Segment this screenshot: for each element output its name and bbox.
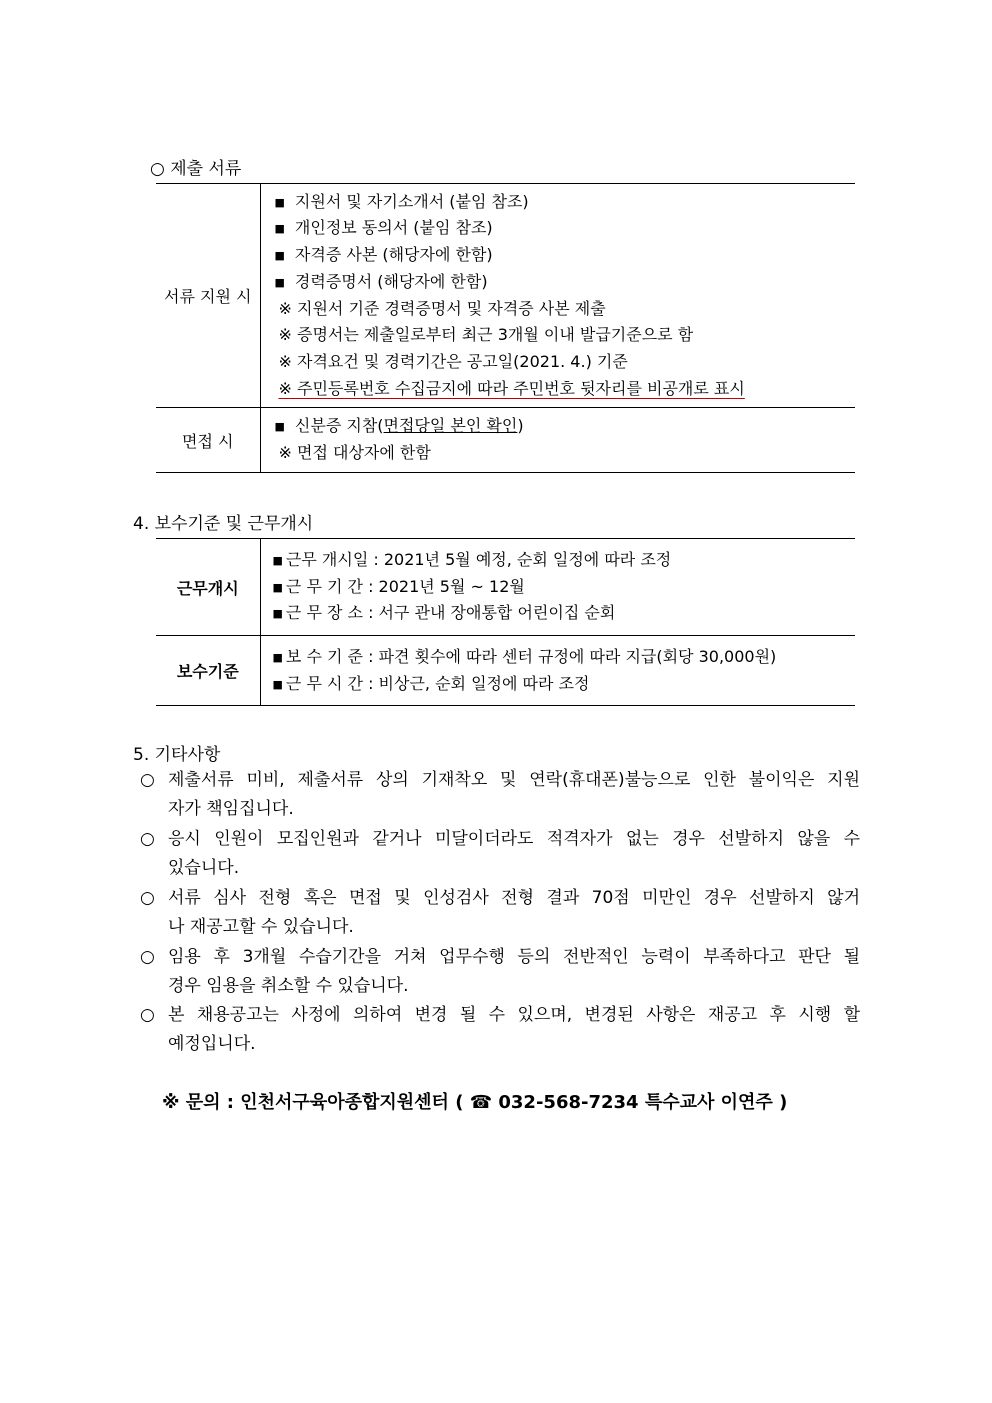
pay-row-label: 보수기준	[156, 636, 260, 706]
section5-heading: 5. 기타사항	[133, 745, 221, 765]
docs-table	[156, 183, 855, 473]
docs-row-interview	[156, 408, 855, 473]
square-bullet-icon: ■	[274, 195, 285, 209]
list-item: ○ 제출서류 미비, 제출서류 상의 기재착오 및 연락(휴대폰)불능으로 인한 불이익은 지원 자가 책임집니다.	[140, 766, 860, 824]
note-item-highlight: ※ 주민등록번호 수집금지에 따라 주민번호 뒷자리를 비공개로 표시	[278, 378, 745, 398]
pay-row-label: 근무개시	[156, 539, 260, 636]
list-item: ○ 응시 인원이 모집인원과 같거나 미달이더라도 적격자가 없는 경우 선발하지 않을 수 있습니다.	[140, 825, 860, 883]
docs-row-label: 면접 시	[156, 408, 260, 473]
square-bullet-icon: ■	[272, 650, 283, 664]
list-item: ■ 근 무 기 간 : 2021년 5월 ~ 12월	[272, 576, 525, 596]
square-bullet-icon: ■	[272, 580, 283, 594]
pay-row-content	[260, 636, 855, 706]
square-bullet-icon: ■	[272, 553, 283, 567]
list-item: ■ 자격증 사본 (해당자에 한함)	[274, 245, 493, 265]
list-item: ■ 신분증 지참(면접당일 본인 확인)	[274, 416, 524, 436]
list-item: ■ 근 무 시 간 : 비상근, 순회 일정에 따라 조정	[272, 673, 590, 693]
pay-row-content	[260, 539, 855, 636]
list-item: ■ 보 수 기 준 : 파견 횟수에 따라 센터 규정에 따라 지급(회당 30,000원)	[272, 646, 777, 666]
list-item: ■ 경력증명서 (해당자에 한함)	[274, 271, 488, 291]
list-item: ○ 본 채용공고는 사정에 의하여 변경 될 수 있으며, 변경된 사항은 재공고 후 시행 할 예정입니다.	[140, 1001, 860, 1059]
contact-line: ※ 문의 : 인천서구육아종합지원센터 ( ☎ 032-568-7234 특수교사 이연주 )	[162, 1092, 788, 1113]
circle-bullet-icon: ○	[140, 1005, 155, 1025]
square-bullet-icon: ■	[274, 249, 285, 263]
docs-row-content	[260, 184, 855, 408]
square-bullet-icon: ■	[272, 677, 283, 691]
pay-table	[156, 538, 855, 706]
section4-heading: 4. 보수기준 및 근무개시	[133, 514, 314, 534]
pay-row-salary	[156, 636, 855, 706]
phone-icon: ☎	[469, 1092, 493, 1113]
pay-row-start	[156, 539, 855, 636]
list-item: ○ 서류 심사 전형 혹은 면접 및 인성검사 전형 결과 70점 미만인 경우 선발하지 않거 나 재공고할 수 있습니다.	[140, 884, 860, 942]
list-item: ■ 근 무 장 소 : 서구 관내 장애통합 어린이집 순회	[272, 603, 616, 623]
list-item: ○ 임용 후 3개월 수습기간을 거쳐 업무수행 등의 전반적인 능력이 부족하다고 판단 될 경우 임용을 취소할 수 있습니다.	[140, 943, 860, 1001]
note-item: ※ 지원서 기준 경력증명서 및 자격증 사본 제출	[278, 298, 606, 318]
circle-bullet-icon: ○	[140, 888, 155, 908]
docs-row-content	[260, 408, 855, 473]
square-bullet-icon: ■	[274, 222, 285, 236]
circle-bullet-icon: ○	[140, 947, 155, 967]
docs-row-label: 서류 지원 시	[156, 184, 260, 408]
square-bullet-icon: ■	[274, 420, 285, 434]
note-item: ※ 증명서는 제출일로부터 최근 3개월 이내 발급기준으로 함	[278, 325, 694, 345]
list-item: ■ 개인정보 동의서 (붙임 참조)	[274, 218, 493, 238]
docs-row-application	[156, 184, 855, 408]
square-bullet-icon: ■	[272, 607, 283, 621]
section-docs-heading: ○ 제출 서류	[150, 159, 242, 179]
note-item: ※ 자격요건 및 경력기간은 공고일(2021. 4.) 기준	[278, 351, 628, 371]
circle-bullet-icon: ○	[140, 770, 155, 790]
circle-bullet-icon: ○	[140, 829, 155, 849]
square-bullet-icon: ■	[274, 275, 285, 289]
list-item: ■ 근무 개시일 : 2021년 5월 예정, 순회 일정에 따라 조정	[272, 549, 672, 569]
list-item: ■ 지원서 및 자기소개서 (붙임 참조)	[274, 191, 529, 211]
note-item: ※ 면접 대상자에 한함	[278, 443, 431, 462]
